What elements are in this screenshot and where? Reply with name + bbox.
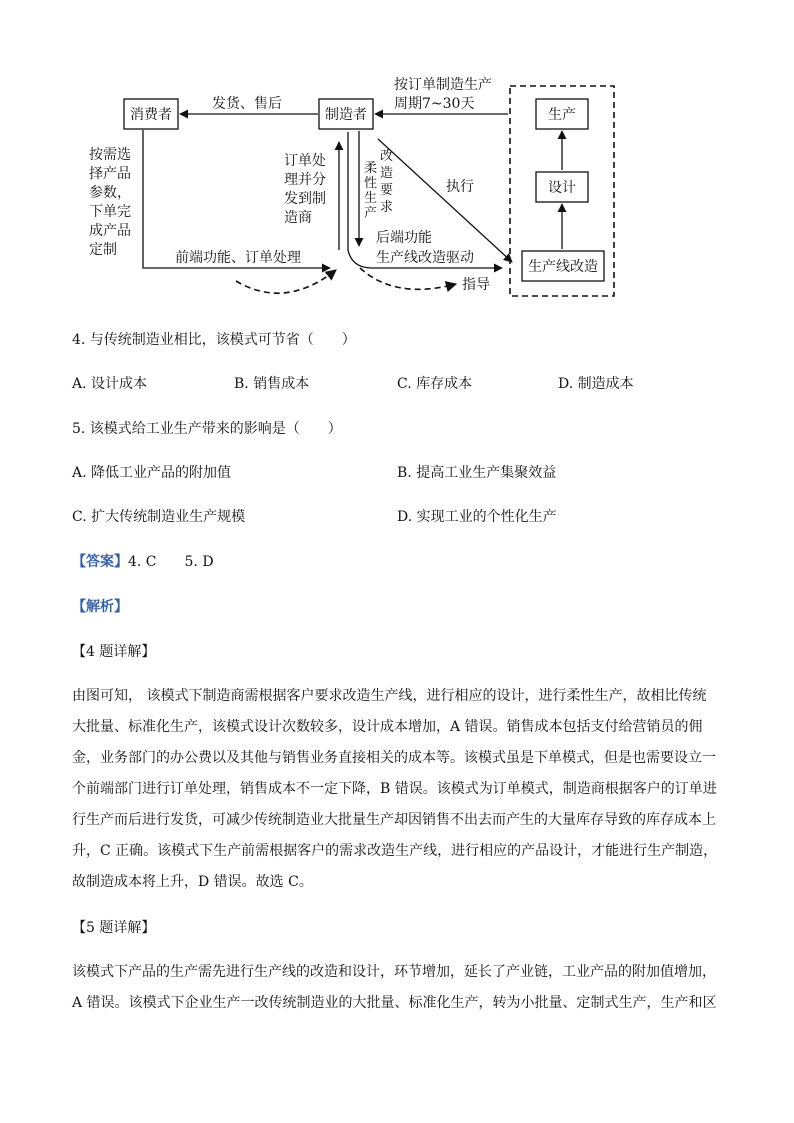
analysis-tag: 【解析】 (72, 599, 128, 615)
dashed-arrow-front (236, 270, 336, 293)
order-process-line: 理并分 (284, 172, 326, 188)
on-demand-line: 下单完 (89, 204, 131, 220)
retrofit-char: 求 (380, 200, 394, 215)
retrofit-char: 要 (380, 183, 394, 198)
dashed-arrow-back (360, 268, 456, 289)
on-demand-label (89, 146, 135, 258)
detail-4-paragraph (72, 681, 720, 898)
question-4-option-a: A. 设计成本 (72, 376, 148, 392)
on-demand-line: 定制 (89, 242, 117, 258)
order-process-line: 发到制 (284, 191, 326, 207)
paragraph-line: 该模式下产品的生产需先进行生产线的改造和设计，环节增加，延长了产业链，工业产品的附加值增加， (72, 964, 716, 980)
design-label: 设计 (548, 180, 576, 196)
analysis-heading (72, 598, 128, 616)
on-demand-line: 按需选 (89, 147, 131, 163)
paragraph-line: 个前端部门进行订单处理，销售成本不一定下降，B 错误。该模式为订单模式，制造商根据客户的订单进 (72, 781, 717, 797)
flex-char: 性 (364, 176, 378, 191)
order-process-line: 造商 (284, 210, 312, 226)
answer-text: 4. C 5. D (128, 554, 214, 570)
retrofit-char: 改 (380, 149, 394, 164)
paragraph-line: 升，C 正确。该模式下生产前需根据客户的需求改造生产线，进行相应的产品设计，才能进行生产制造， (72, 843, 718, 859)
backend-label-2: 生产线改造驱动 (376, 250, 474, 266)
on-demand-line: 成产品 (89, 223, 131, 239)
paragraph-line: 故制造成本将上升，D 错误。故选 C。 (72, 874, 313, 890)
detail-5-heading: 【5 题详解】 (72, 920, 156, 936)
flex-production-label (364, 161, 381, 221)
question-5-option-c: C. 扩大传统制造业生产规模 (72, 509, 246, 525)
retrofit-char: 造 (380, 166, 394, 181)
ship-label: 发货、售后 (212, 96, 282, 112)
question-5-option-b: B. 提高工业生产集聚效益 (397, 465, 557, 481)
order-make-label-1: 按订单制造生产 (394, 77, 492, 93)
question-5-stem: 5. 该模式给工业生产带来的影响是（ ） (72, 421, 342, 437)
order-process-label (284, 152, 330, 226)
detail-4-heading: 【4 题详解】 (72, 644, 156, 660)
execute-label: 执行 (446, 179, 474, 195)
on-demand-line: 择产品 (89, 166, 131, 182)
backend-label-1: 后端功能 (376, 230, 432, 246)
order-make-label-2: 周期7~30天 (394, 96, 475, 112)
order-process-line: 订单处 (284, 153, 326, 169)
guide-label: 指导 (462, 277, 490, 293)
question-4-option-c: C. 库存成本 (397, 376, 473, 392)
question-4-option-b: B. 销售成本 (234, 376, 310, 392)
question-5-option-d: D. 实现工业的个性化生产 (397, 509, 557, 525)
flex-char: 产 (364, 206, 378, 221)
paragraph-line: A 错误。该模式下企业生产一改传统制造业的大批量、标准化生产，转为小批量、定制式生产，生产和区 (72, 995, 717, 1011)
on-demand-line: 参数， (89, 185, 131, 201)
production-label: 生产 (548, 107, 576, 123)
detail-5-paragraph (72, 957, 720, 1019)
answer-tag: 【答案】 (72, 554, 128, 570)
frontend-label: 前端功能、订单处理 (175, 250, 301, 266)
retrofit-requirement-label (380, 149, 397, 215)
line-retrofit-label: 生产线改造 (528, 259, 598, 275)
flex-char: 生 (364, 191, 378, 206)
manufacturer-label: 制造者 (325, 107, 367, 123)
question-4-option-d: D. 制造成本 (558, 376, 634, 392)
paragraph-line: 金，业务部门的办公费以及其他与销售业务直接相关的成本等。该模式虽是下单模式，但是也需要设立一 (72, 750, 716, 766)
paragraph-line: 大批量、标准化生产，该模式设计次数较多，设计成本增加，A 错误。销售成本包括支付给营销员的佣 (72, 719, 703, 735)
flex-char: 柔 (364, 161, 378, 176)
paragraph-line: 行生产而后进行发货，可减少传统制造业大批量生产却因销售不出去而产生的大量库存导致的库存成本上 (72, 812, 716, 828)
question-5-option-a: A. 降低工业产品的附加值 (72, 465, 232, 481)
question-4-stem: 4. 与传统制造业相比，该模式可节省（ ） (72, 332, 356, 348)
paragraph-line: 由图可知， 该模式下制造商需根据客户要求改造生产线，进行相应的设计，进行柔性生产，故相比传统 (72, 688, 707, 704)
consumer-label: 消费者 (130, 107, 172, 123)
answer-line (72, 553, 214, 571)
manufacturing-flow-diagram (0, 0, 794, 310)
